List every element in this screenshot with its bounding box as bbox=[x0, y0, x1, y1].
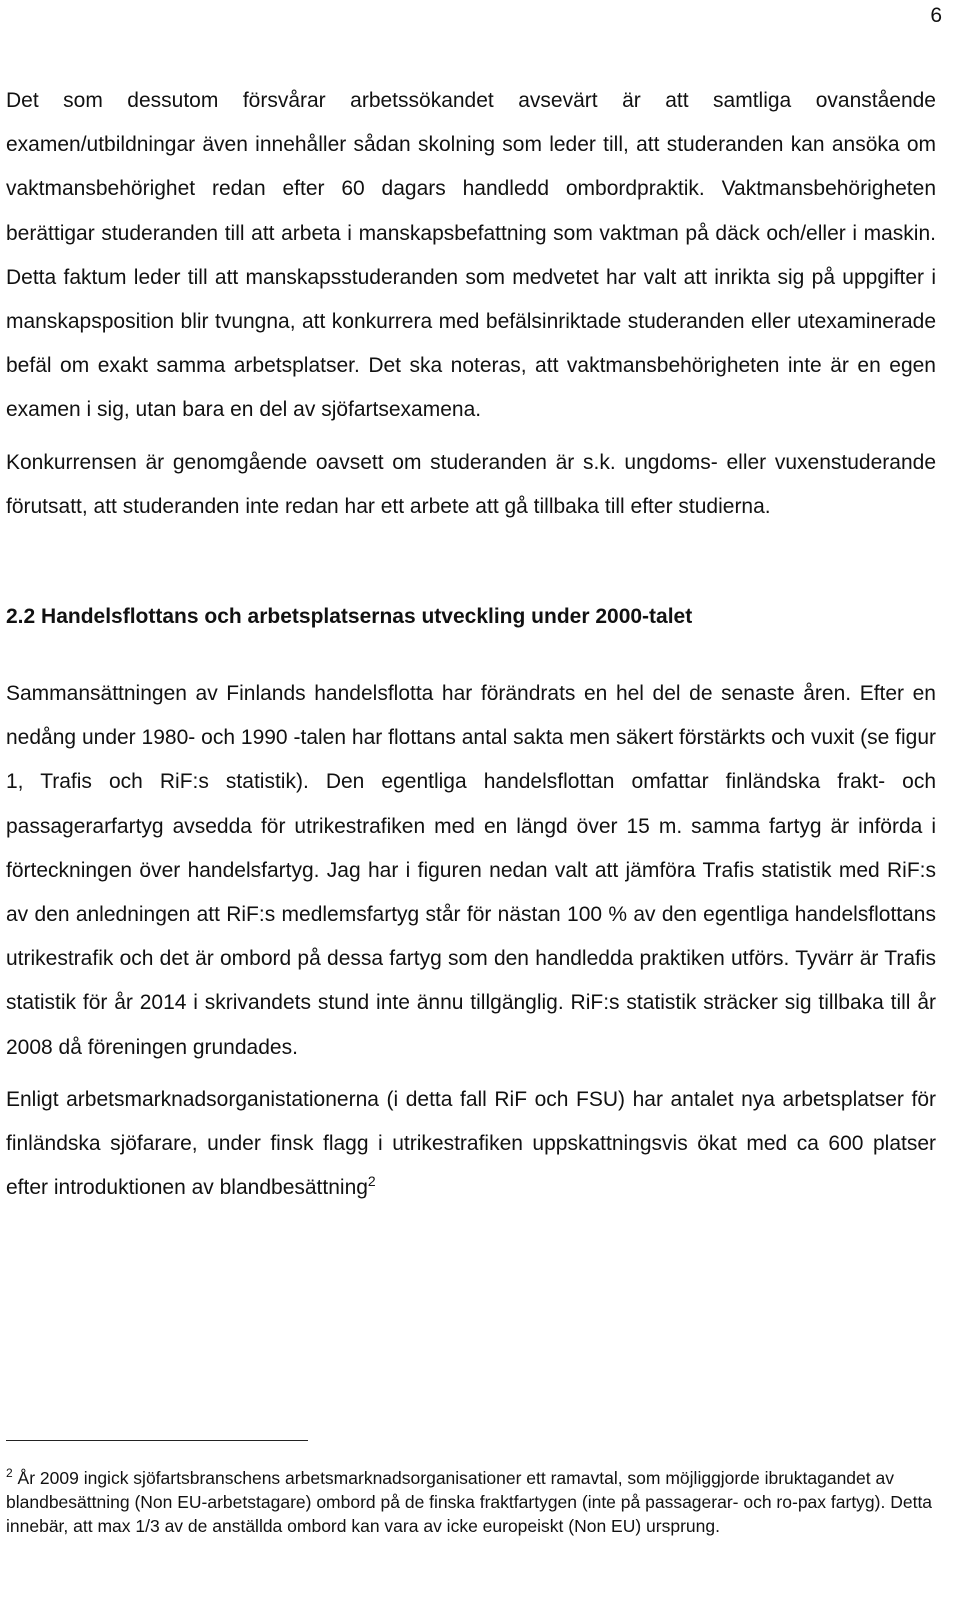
paragraph-vaktmansbehorighet: Det som dessutom försvårar arbetssökandet avsevärt är att samtliga ovanstående examen/utbildningar även innehåller sådan skolning som leder till, att studeranden kan ansöka om vaktmansbehörighet redan efter 60 dagars handledd ombordpraktik. Vaktmansbehörigheten berättigar studeranden till att arbeta i manskapsbefattning som vaktman på däck och/eller i maskin. Detta faktum leder till att manskapsstuderanden som medvetet har valt att inrikta sig på uppgifter i manskapsposition blir tvungna, att konkurrera med befälsinriktade studeranden eller utexaminerade befäl om exakt samma arbetsplatser. Det ska noteras, att vaktmansbehörigheten inte är en egen examen i sig, utan bara en del av sjöfartsexamena. bbox=[6, 89, 936, 422]
footnote-separator bbox=[6, 1440, 308, 1441]
paragraph-arbetsplatser bbox=[6, 1078, 936, 1211]
footnote-text: År 2009 ingick sjöfartsbranschens arbetsmarknadsorganisationer ett ramavtal, som möjliggjorde ibruktagandet av blandbesättning (Non EU-arbetstagare) ombord på de finska fraktfartygen (inte på passagerar- och ro-pax fartyg). Detta innebär, att max 1/3 av de anställda ombord kan vara av icke europeiskt (Non EU) ursprung. bbox=[6, 1468, 933, 1537]
footnote-reference[interactable]: 2 bbox=[367, 1173, 376, 1190]
footnote bbox=[6, 1466, 936, 1539]
page-number: 6 bbox=[930, 4, 942, 27]
paragraph-konkurrensen: Konkurrensen är genomgående oavsett om studeranden är s.k. ungdoms- eller vuxenstuderande förutsatt, att studeranden inte redan har ett arbete att gå tillbaka till efter studierna. bbox=[6, 450, 936, 518]
footnote-marker: 2 bbox=[6, 1466, 13, 1481]
section-heading: 2.2 Handelsflottans och arbetsplatsernas utveckling under 2000-talet bbox=[6, 605, 693, 629]
document-body bbox=[6, 79, 936, 1210]
paragraph-handelsflotta: Sammansättningen av Finlands handelsflotta har förändrats en hel del de senaste åren. Efter en nedång under 1980- och 1990 -talen har flottans antal sakta men säkert förstärkts och vuxit (se figur 1, Trafis och RiF:s statistik). Den egentliga handelsflottan omfattar finländska frakt- och passagerarfartyg avsedda för utrikestrafiken med en längd över 15 m. samma fartyg är införda i förteckningen över handelsfartyg. Jag har i figuren nedan valt att jämföra Trafis statistik med RiF:s av den anledningen att RiF:s medlemsfartyg står för nästan 100 % av den egentliga handelsflottans utrikestrafik och det är ombord på dessa fartyg som den handledda praktiken utförs. Tyvärr är Trafis statistik för år 2014 i skrivandets stund inte ännu tillgänglig. RiF:s statistik sträcker sig tillbaka till år 2008 då föreningen grundades. bbox=[6, 682, 936, 1059]
paragraph-arbetsplatser-text: Enligt arbetsmarknadsorganistationerna (i detta fall RiF och FSU) har antalet nya arbetsplatser för finländska sjöfarare, under finsk flagg i utrikestrafiken uppskattningsvis ökat med ca 600 platser efter introduktionen av blandbesättning bbox=[6, 1087, 936, 1200]
